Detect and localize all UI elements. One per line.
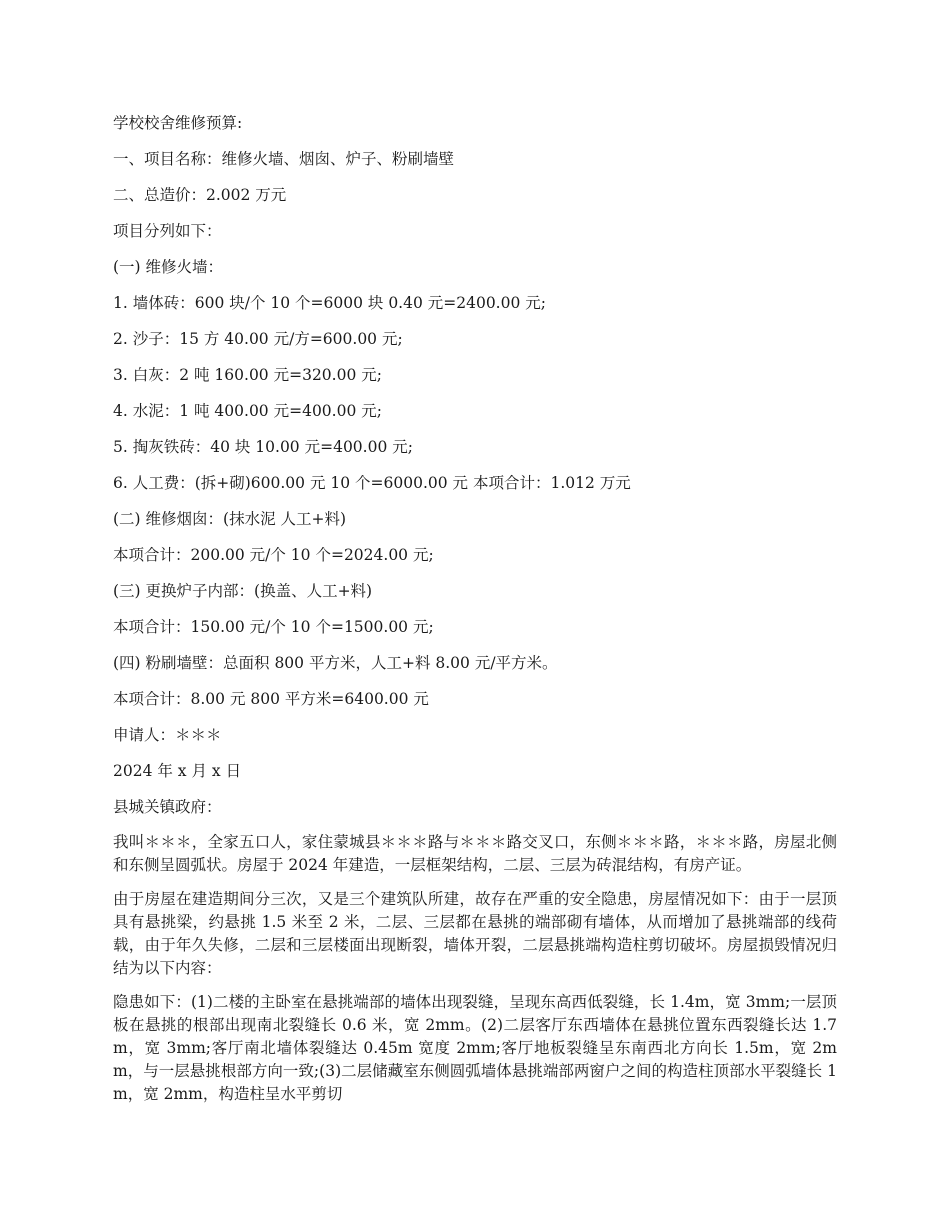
chimney-subtotal: 本项合计：200.00 元/个 10 个=2024.00 元; [113, 546, 434, 564]
budget-item-labor: 6. 人工费：(拆+砌)600.00 元 10 个=6000.00 元 本项合计：1.012 万元 [113, 474, 631, 492]
section-heading-firewall: (一) 维修火墙： [113, 258, 224, 276]
budget-item-ash-bricks: 5. 掏灰铁砖：40 块 10.00 元=400.00 元; [113, 438, 413, 456]
painting-subtotal: 本项合计：8.00 元 800 平方米=6400.00 元 [113, 690, 429, 708]
applicant-line: 申请人：＊＊＊ [113, 726, 222, 744]
date-line: 2024 年 x 月 x 日 [113, 762, 242, 780]
section-heading-painting: (四) 粉刷墙壁：总面积 800 平方米，人工+料 8.00 元/平方米。 [113, 654, 558, 672]
items-heading: 项目分列如下： [113, 222, 222, 240]
budget-item-cement: 4. 水泥：1 吨 400.00 元=400.00 元; [113, 402, 382, 420]
budget-item-lime: 3. 白灰：2 吨 160.00 元=320.00 元; [113, 366, 382, 384]
letter-paragraph-intro: 我叫＊＊＊，全家五口人，家住蒙城县＊＊＊路与＊＊＊路交叉口，东侧＊＊＊路，＊＊＊路，房屋北侧和东侧呈圆弧状。房屋于 2024 年建造，一层框架结构，二层、三层为砖混结构，有房产证。 [113, 833, 837, 874]
document-body [113, 111, 837, 1117]
section-heading-chimney: (二) 维修烟囱：(抹水泥 人工+料) [113, 510, 347, 528]
budget-item-sand: 2. 沙子：15 方 40.00 元/方=600.00 元; [113, 330, 403, 348]
section-heading-stove: (三) 更换炉子内部：(换盖、人工+料) [113, 582, 373, 600]
letter-salutation: 县城关镇政府： [113, 798, 222, 816]
stove-subtotal: 本项合计：150.00 元/个 10 个=1500.00 元; [113, 618, 434, 636]
letter-paragraph-situation: 由于房屋在建造期间分三次，又是三个建筑队所建，故存在严重的安全隐患，房屋情况如下：由于一层顶具有悬挑梁，约悬挑 1.5 米至 2 米，二层、三层都在悬挑的端部砌有墙体，从而增加了悬挑端部的线荷载，由于年久失修，二层和三层楼面出现断裂，墙体开裂，二层悬挑端构造柱剪切破坏。房屋损毁情况归结为以下内容： [113, 890, 837, 977]
budget-item-bricks: 1. 墙体砖：600 块/个 10 个=6000 块 0.40 元=2400.00 元; [113, 294, 546, 312]
total-cost-line: 二、总造价：2.002 万元 [113, 186, 287, 204]
project-name-line: 一、项目名称：维修火墙、烟囱、炉子、粉刷墙壁 [113, 150, 455, 168]
document-title: 学校校舍维修预算: [113, 114, 243, 132]
letter-paragraph-hazards: 隐患如下：(1)二楼的主卧室在悬挑端部的墙体出现裂缝，呈现东高西低裂缝，长 1.4m，宽 3mm;一层顶板在悬挑的根部出现南北裂缝长 0.6 米，宽 2mm。(2)二层客厅东西墙体在悬挑位置东西裂缝长达 1.7m，宽 3mm;客厅南北墙体裂缝达 0.45m 宽度 2mm;客厅地板裂缝呈东南西北方向长 1.5m，宽 2mm，与一层悬挑根部方向一致;(3)二层储藏室东侧圆弧墙体悬挑端部两窗户之间的构造柱顶部水平裂缝长 1m，宽 2mm，构造柱呈水平剪切 [113, 993, 837, 1103]
